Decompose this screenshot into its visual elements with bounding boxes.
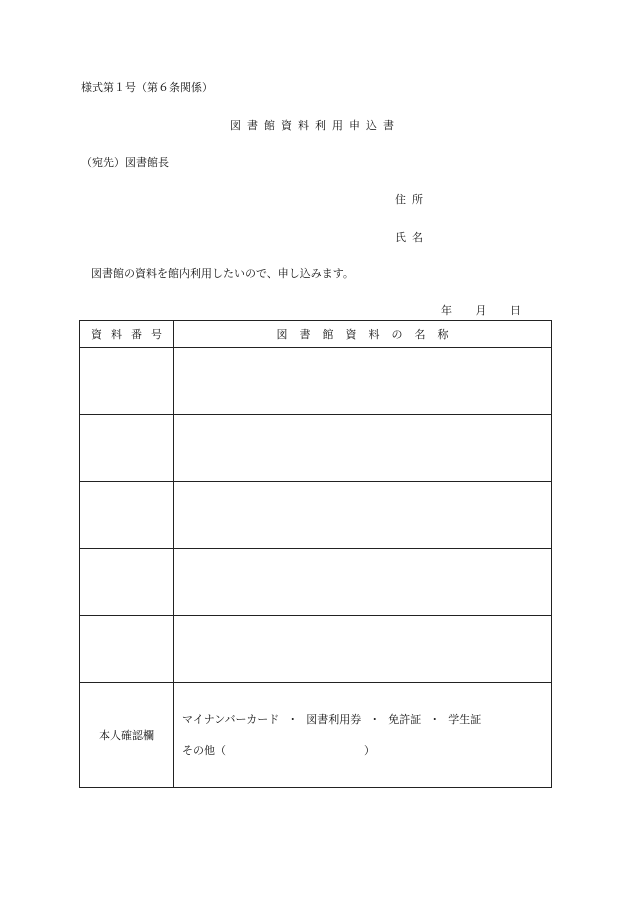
material-name-cell[interactable] bbox=[174, 549, 552, 616]
identity-confirmation-label: 本人確認欄 bbox=[80, 683, 174, 788]
id-separator: ・ bbox=[369, 712, 381, 726]
id-separator: ・ bbox=[429, 712, 441, 726]
material-number-cell[interactable] bbox=[80, 549, 174, 616]
header-material-number: 資料番号 bbox=[80, 321, 174, 348]
addressee: （宛先）図書館長 bbox=[81, 156, 169, 169]
name-label: 氏名 bbox=[395, 231, 429, 244]
identity-confirmation-row bbox=[80, 683, 552, 788]
id-option-library-card[interactable]: 図書利用券 bbox=[306, 712, 362, 726]
id-other-line bbox=[182, 744, 551, 758]
material-name-cell[interactable] bbox=[174, 415, 552, 482]
material-number-cell[interactable] bbox=[80, 415, 174, 482]
id-option-mynumber-card[interactable]: マイナンバーカード bbox=[182, 712, 280, 726]
application-statement: 図書館の資料を館内利用したいので、申し込みます。 bbox=[91, 267, 354, 280]
id-document-list bbox=[182, 713, 551, 727]
address-label: 住所 bbox=[395, 193, 429, 206]
table-row bbox=[80, 348, 552, 415]
id-option-drivers-license[interactable]: 免許証 bbox=[388, 712, 422, 726]
id-option-student-id[interactable]: 学生証 bbox=[448, 712, 482, 726]
date-month: 月 bbox=[475, 304, 487, 317]
form-number: 様式第１号（第６条関係） bbox=[81, 81, 213, 94]
header-material-name: 図書館資料の名称 bbox=[174, 321, 552, 348]
date-day: 日 bbox=[510, 304, 521, 317]
table-row bbox=[80, 415, 552, 482]
material-number-cell[interactable] bbox=[80, 616, 174, 683]
id-other-open[interactable]: その他（ bbox=[182, 743, 226, 757]
date-year: 年 bbox=[441, 304, 452, 317]
material-name-cell[interactable] bbox=[174, 482, 552, 549]
material-name-cell[interactable] bbox=[174, 348, 552, 415]
date-line bbox=[441, 304, 521, 318]
id-separator: ・ bbox=[287, 712, 299, 726]
table-row bbox=[80, 482, 552, 549]
material-name-cell[interactable] bbox=[174, 616, 552, 683]
material-number-cell[interactable] bbox=[80, 348, 174, 415]
materials-table bbox=[79, 320, 552, 788]
table-row bbox=[80, 616, 552, 683]
identity-options bbox=[174, 683, 552, 788]
id-other-close: ） bbox=[364, 743, 375, 757]
document-title: 図書館資料利用申込書 bbox=[230, 119, 400, 132]
table-row bbox=[80, 549, 552, 616]
material-number-cell[interactable] bbox=[80, 482, 174, 549]
table-header-row bbox=[80, 321, 552, 348]
